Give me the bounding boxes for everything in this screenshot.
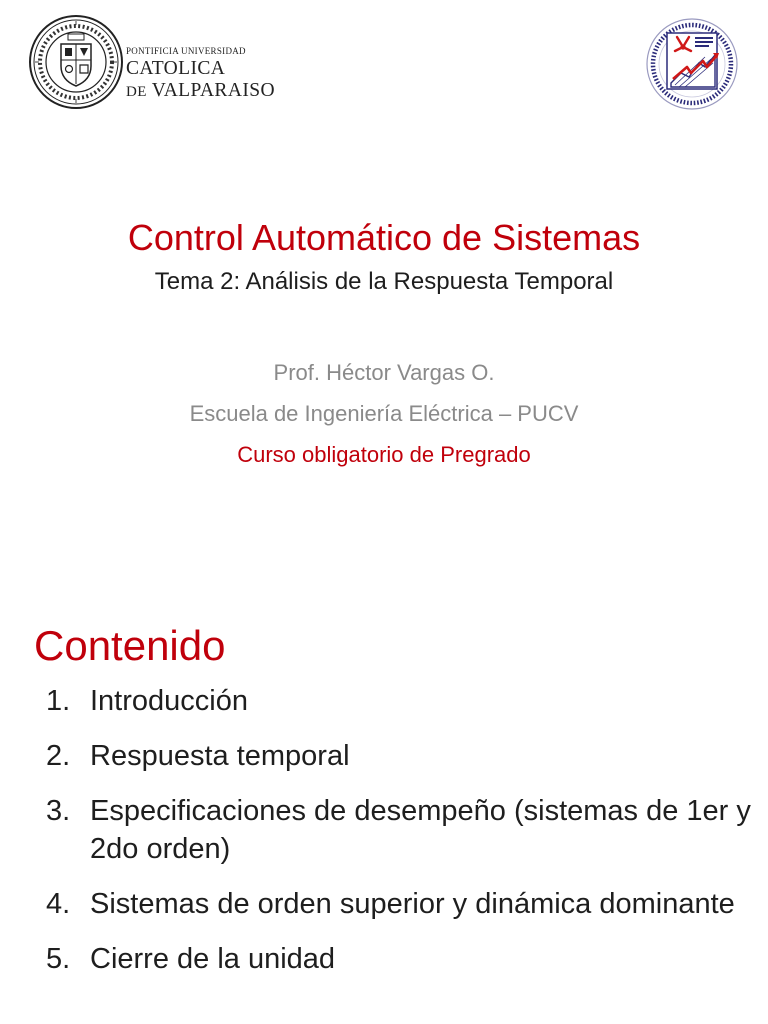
title-block <box>0 214 768 302</box>
list-item <box>34 682 754 720</box>
university-seal-icon <box>28 14 124 110</box>
school-name: Escuela de Ingeniería Eléctrica – PUCV <box>189 401 579 426</box>
topic-subtitle: Tema 2: Análisis de la Respuesta Temporal <box>154 268 614 295</box>
university-wordmark <box>126 47 275 100</box>
list-item <box>34 940 754 978</box>
list-item <box>34 792 754 868</box>
list-item-number: 4. <box>46 888 71 920</box>
university-logo <box>28 14 288 110</box>
university-name-city: VALPARAISO <box>151 79 275 101</box>
list-item-text: Sistemas de orden superior y dinámica dominante <box>90 888 735 920</box>
contents-list <box>34 682 754 978</box>
list-item-number: 3. <box>46 795 71 827</box>
list-item <box>34 737 754 775</box>
university-name-line3 <box>126 81 275 101</box>
list-item-number: 1. <box>46 685 71 717</box>
list-item-number: 5. <box>46 943 71 975</box>
university-name-line2: CATOLICA <box>126 58 226 79</box>
list-item-text: Respuesta temporal <box>90 740 350 772</box>
list-item-number: 2. <box>46 740 71 772</box>
contents-section <box>34 620 754 995</box>
professor-name: Prof. Héctor Vargas O. <box>273 360 495 385</box>
course-title: Control Automático de Sistemas <box>127 217 641 258</box>
school-of-electrical-engineering-logo-icon <box>645 17 739 111</box>
list-item-text: Cierre de la unidad <box>90 943 336 975</box>
course-type: Curso obligatorio de Pregrado <box>237 442 531 467</box>
list-item <box>34 885 754 923</box>
list-item-text: Especificaciones de desempeño (sistemas de 1er y 2do orden) <box>90 795 751 865</box>
list-item-text: Introducción <box>90 685 248 717</box>
contents-heading: Contenido <box>34 622 226 669</box>
university-name-prefix: DE <box>126 83 147 100</box>
author-block <box>0 352 768 475</box>
university-name-line1: PONTIFICIA UNIVERSIDAD <box>126 46 246 56</box>
